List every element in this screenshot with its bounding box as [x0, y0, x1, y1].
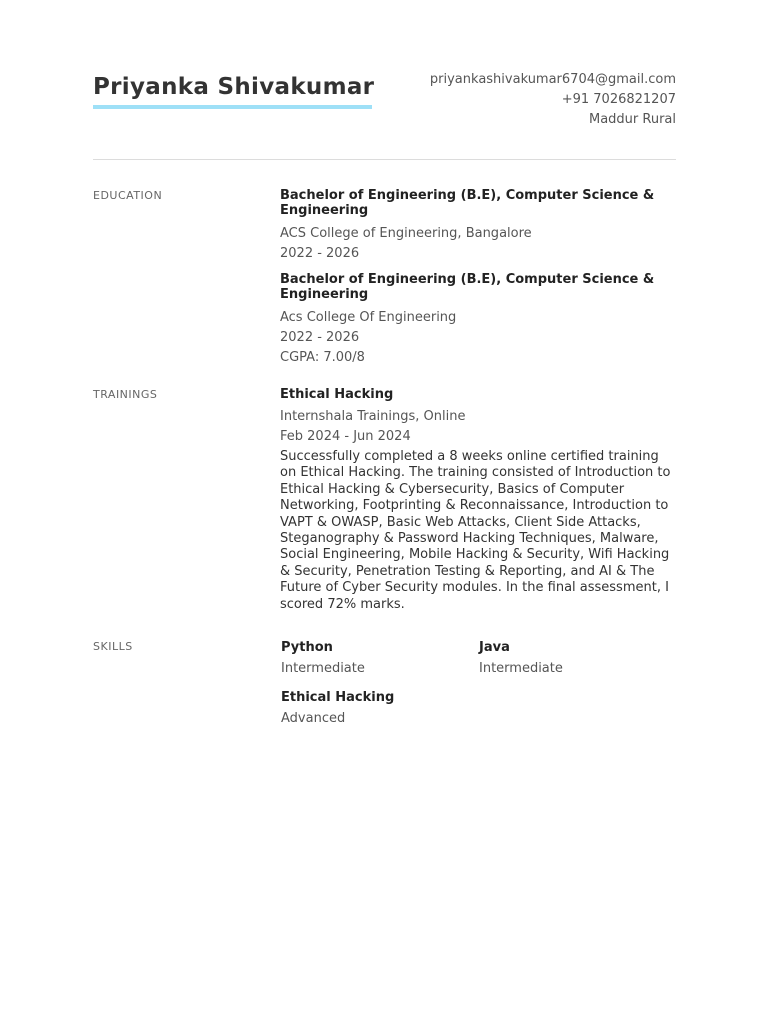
training-dates: Feb 2024 - Jun 2024: [280, 429, 411, 444]
skill-name: Ethical Hacking: [281, 690, 395, 705]
section-label-trainings: TRAININGS: [93, 388, 158, 401]
education-entry: [280, 188, 676, 264]
contact-location: Maddur Rural: [588, 112, 676, 127]
skill-item: [281, 690, 471, 729]
section-label-education: EDUCATION: [93, 189, 163, 202]
institution-name: Acs College Of Engineering: [280, 310, 457, 325]
training-entry: [280, 387, 676, 613]
skill-level: Intermediate: [281, 661, 365, 676]
education-section: [280, 188, 676, 368]
header-divider: [93, 159, 676, 160]
skill-name: Python: [281, 640, 333, 655]
skill-level: Advanced: [281, 711, 346, 726]
resume-page: [93, 0, 676, 1024]
degree-title: Bachelor of Engineering (B.E), Computer Science & Engineering: [280, 188, 655, 218]
resume-header: [93, 70, 676, 130]
candidate-name: Priyanka Shivakumar: [93, 74, 375, 100]
skill-item: [479, 640, 669, 679]
degree-title: Bachelor of Engineering (B.E), Computer Science & Engineering: [280, 272, 655, 302]
institution-name: ACS College of Engineering, Bangalore: [280, 226, 532, 241]
training-title: Ethical Hacking: [280, 387, 394, 402]
education-entry: [280, 272, 676, 368]
education-years: 2022 - 2026: [280, 330, 360, 345]
contact-phone[interactable]: +91 7026821207: [561, 92, 676, 107]
name-accent-underline: [93, 105, 372, 109]
training-description: Successfully completed a 8 weeks online certified training on Ethical Hacking. The training consisted of Introduction to Ethical Hacking & Cybersecurity, Basics of Computer Networking, Footprinting & Reconnaissance, Introduction to VAPT & OWASP, Basic Web Attacks, Client Side Attacks, Steganography & Password Hacking Techniques, Malware, Social Engineering, Mobile Hacking & Security, Wifi Hacking & Security, Penetration Testing & Reporting, and AI & The Future of Cyber Security modules. In the final assessment, I scored 72% marks.: [280, 449, 671, 612]
training-provider: Internshala Trainings, Online: [280, 409, 466, 424]
education-years: 2022 - 2026: [280, 246, 360, 261]
section-label-skills: SKILLS: [93, 640, 133, 653]
skill-item: [281, 640, 471, 679]
trainings-section: [280, 387, 676, 613]
skills-section: [281, 640, 676, 740]
education-grade: CGPA: 7.00/8: [280, 350, 365, 365]
skill-level: Intermediate: [479, 661, 563, 676]
skill-name: Java: [479, 640, 510, 655]
contact-email[interactable]: priyankashivakumar6704@gmail.com: [429, 72, 676, 87]
contact-block: [430, 70, 676, 130]
